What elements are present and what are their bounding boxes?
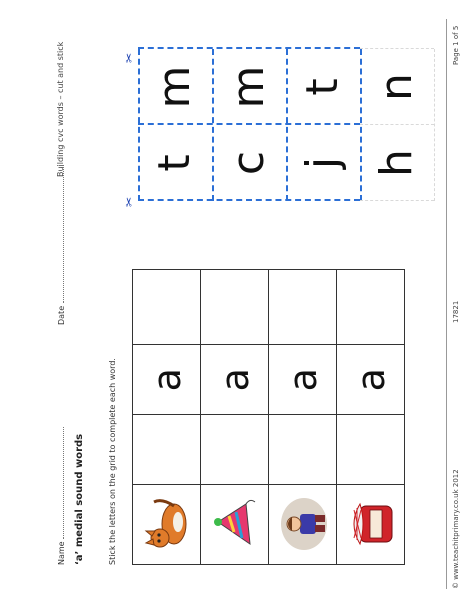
word-row: [269, 270, 337, 565]
name-line: [56, 427, 64, 539]
word-row: [337, 270, 405, 565]
cut-line: [434, 49, 435, 201]
jam-jar-icon: [346, 496, 396, 552]
vowel-cell: [133, 345, 201, 415]
cut-line: [286, 49, 288, 201]
footer-copyright: © www.teachitprimary.co.uk 2012: [452, 469, 460, 589]
cutout-card[interactable]: [286, 49, 360, 125]
vowel-letter: a: [144, 368, 189, 392]
picture-cell: [201, 484, 269, 564]
word-row: [201, 270, 269, 565]
blank-cell[interactable]: [133, 270, 201, 345]
cutout-letter: t: [149, 154, 200, 172]
cut-line: [138, 49, 140, 201]
party-hat-icon: [212, 496, 258, 552]
cut-line: [360, 124, 434, 125]
name-field: [56, 427, 66, 565]
picture-cell: [133, 484, 201, 564]
worksheet-subtitle: Building cvc words – cut and stick: [56, 41, 65, 177]
cut-line: [360, 49, 362, 201]
vowel-cell: [337, 345, 405, 415]
worksheet-instruction: Stick the letters on the grid to complete each word.: [108, 358, 117, 565]
vowel-cell: [269, 345, 337, 415]
cutout-card[interactable]: [138, 49, 212, 125]
name-label: Name: [57, 541, 66, 565]
picture-cell: [337, 484, 405, 564]
vowel-cell: [201, 345, 269, 415]
cut-line: [138, 199, 360, 201]
vowel-letter: a: [280, 368, 325, 392]
vowel-letter: a: [348, 368, 393, 392]
cut-line: [212, 49, 214, 201]
cutout-letter: j: [297, 156, 348, 170]
date-line: [56, 165, 64, 303]
cut-line: [360, 48, 434, 49]
blank-cell[interactable]: [269, 415, 337, 484]
cutout-letter: c: [223, 150, 274, 176]
cutout-card[interactable]: [138, 125, 212, 201]
scissors-icon: ✂: [122, 196, 136, 207]
footer-divider: [446, 19, 447, 589]
cutout-letter: m: [149, 65, 200, 109]
cutout-card[interactable]: [360, 49, 434, 125]
cut-line: [138, 123, 360, 125]
cutout-card[interactable]: [212, 49, 286, 125]
word-grid: [132, 269, 405, 565]
word-row: [133, 270, 201, 565]
cut-line: [138, 47, 360, 49]
cut-line: [360, 200, 434, 201]
date-label: Date: [57, 305, 66, 325]
blank-cell[interactable]: [337, 415, 405, 484]
date-field: [56, 165, 66, 325]
footer-code: 17821: [452, 300, 460, 323]
cutout-letter: n: [371, 73, 422, 101]
blank-cell[interactable]: [337, 270, 405, 345]
cutout-letter: t: [297, 78, 348, 96]
blank-cell[interactable]: [269, 270, 337, 345]
footer-page-number: Page 1 of 5: [452, 25, 460, 65]
blank-cell[interactable]: [201, 270, 269, 345]
vowel-letter: a: [212, 368, 257, 392]
cutout-card[interactable]: [286, 125, 360, 201]
worksheet-title: ‘a’ medial sound words: [74, 433, 85, 565]
cutout-card[interactable]: [212, 125, 286, 201]
scissors-icon: ✂: [122, 52, 136, 63]
picture-cell: [269, 484, 337, 564]
cutout-letter: h: [371, 149, 422, 177]
blank-cell[interactable]: [201, 415, 269, 484]
cutout-letter: m: [223, 65, 274, 109]
cutout-card[interactable]: [360, 125, 434, 201]
man-icon: [278, 496, 328, 552]
blank-cell[interactable]: [133, 415, 201, 484]
cat-icon: [144, 496, 190, 552]
